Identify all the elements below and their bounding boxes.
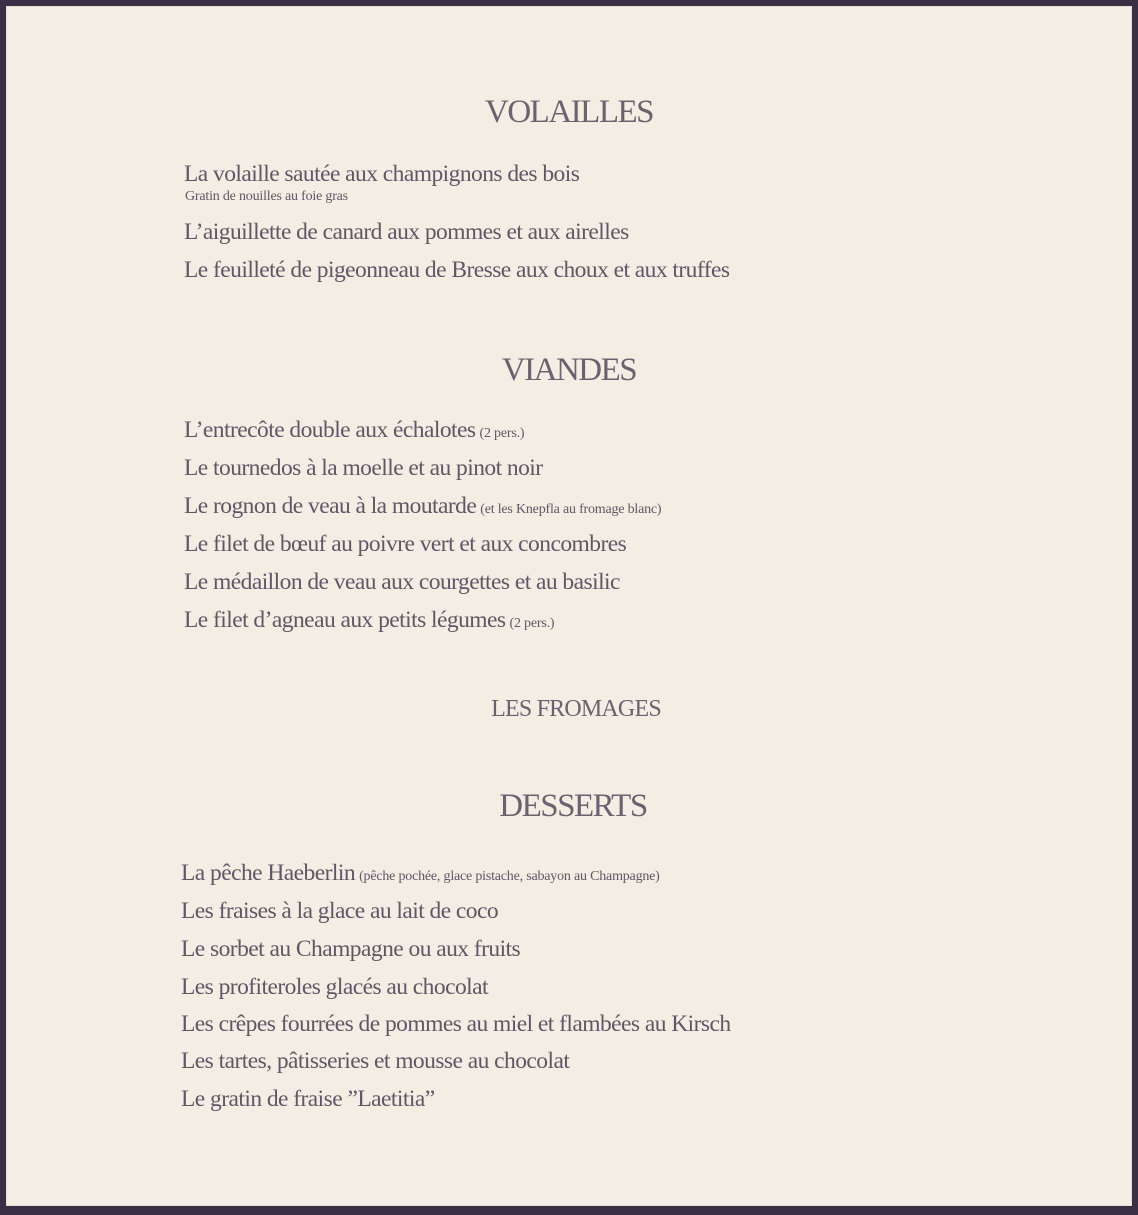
menu-item (181, 1088, 435, 1112)
menu-item-name: Les fraises à la glace au lait de coco (181, 898, 499, 924)
menu-item-note: (et les Knepfla au fromage blanc) (480, 502, 662, 517)
menu-item (181, 938, 520, 962)
menu-item (181, 862, 660, 886)
menu-item (184, 533, 626, 557)
menu-item-name: Les profiteroles glacés au chocolat (181, 974, 488, 1000)
menu-page (6, 6, 1132, 1206)
menu-item (181, 1050, 569, 1074)
section-title-viandes: VIANDES (501, 352, 637, 388)
menu-item-note: (2 pers.) (479, 426, 525, 441)
menu-item-name: Les tartes, pâtisseries et mousse au chocolat (181, 1048, 570, 1074)
menu-item-name: Le médaillon de veau aux courgettes et au basilic (184, 569, 620, 595)
section-title-fromages: LES FROMAGES (491, 696, 661, 722)
menu-item-name: Le filet d’agneau aux petits légumes (184, 607, 506, 633)
menu-item (184, 609, 554, 633)
menu-item-name: Le rognon de veau à la moutarde (184, 493, 477, 519)
menu-item-name: La pêche Haeberlin (181, 860, 356, 886)
menu-item-name: L’aiguillette de canard aux pommes et aux airelles (184, 219, 629, 245)
menu-item (184, 163, 579, 187)
menu-item (184, 221, 629, 245)
menu-item-name: Le sorbet au Champagne ou aux fruits (181, 936, 521, 962)
menu-item-name: Le filet de bœuf au poivre vert et aux concombres (184, 531, 627, 557)
menu-item-name: Le tournedos à la moelle et au pinot noir (184, 455, 543, 481)
menu-item (184, 571, 620, 595)
section-title-volailles: VOLAILLES (485, 94, 653, 130)
menu-item-name: Le feuilleté de pigeonneau de Bresse aux choux et aux truffes (184, 257, 730, 283)
menu-item-name: La volaille sautée aux champignons des bois (184, 161, 580, 187)
menu-item-name: Les crêpes fourrées de pommes au miel et flambées au Kirsch (181, 1011, 731, 1037)
menu-item-note: (pêche pochée, glace pistache, sabayon au Champagne) (359, 869, 660, 884)
menu-item-name: Le gratin de fraise ”Laetitia” (181, 1086, 435, 1112)
menu-item (184, 259, 729, 283)
menu-item-subline: Gratin de nouilles au foie gras (185, 189, 348, 204)
menu-item (181, 900, 498, 924)
menu-item-note: (2 pers.) (509, 616, 555, 631)
menu-item (184, 457, 543, 481)
menu-item (184, 419, 524, 443)
menu-item (181, 976, 488, 1000)
menu-item-name: L’entrecôte double aux échalotes (184, 417, 476, 443)
menu-item (184, 495, 661, 519)
section-title-desserts: DESSERTS (499, 788, 647, 824)
menu-item (181, 1013, 731, 1037)
